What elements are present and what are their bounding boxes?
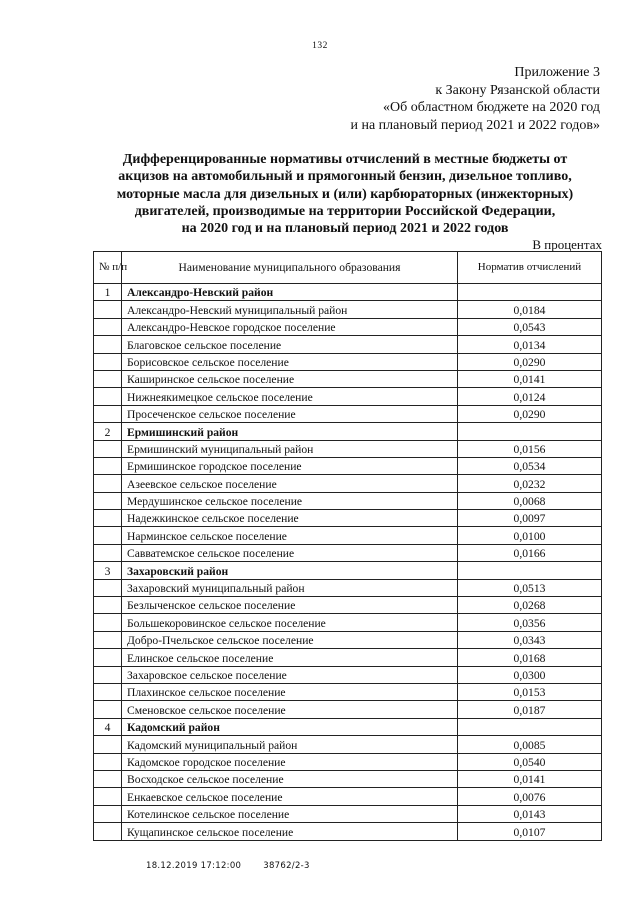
row-number [94,301,122,318]
row-number [94,475,122,492]
row-name: Большекоровинское сельское поселение [122,614,458,631]
table-row [94,788,602,805]
row-name: Александро-Невский район [122,284,458,301]
row-number [94,579,122,596]
row-name: Ермишинский район [122,423,458,440]
row-value [458,718,602,735]
row-value: 0,0187 [458,701,602,718]
row-value: 0,0166 [458,544,602,561]
row-name: Борисовское сельское поселение [122,353,458,370]
table-row [94,753,602,770]
footer-doc-id: 38762/2-3 [263,861,310,871]
row-number [94,631,122,648]
appendix-line: «Об областном бюджете на 2020 год [383,100,600,115]
row-number [94,370,122,387]
row-value: 0,0290 [458,405,602,422]
row-value: 0,0232 [458,475,602,492]
row-name: Кадомское городское поселение [122,753,458,770]
row-number [94,457,122,474]
row-number: 3 [94,562,122,579]
row-name: Ермишинское городское поселение [122,457,458,474]
row-value: 0,0107 [458,823,602,840]
table-row [94,649,602,666]
row-name: Захаровский район [122,562,458,579]
row-number [94,736,122,753]
row-number: 4 [94,718,122,735]
row-name: Захаровский муниципальный район [122,579,458,596]
document-title [90,151,600,237]
row-value: 0,0268 [458,597,602,614]
title-line: Дифференцированные нормативы отчислений в местные бюджеты от [122,152,568,167]
appendix-reference [350,64,600,134]
row-name: Александро-Невский муниципальный район [122,301,458,318]
title-line: двигателей, производимые на территории Российской Федерации, [134,203,556,219]
row-name: Мердушинское сельское поселение [122,492,458,509]
table-row [94,666,602,683]
row-value [458,423,602,440]
header-value: Норматив отчислений [458,252,602,284]
district-row [94,423,602,440]
row-value [458,284,602,301]
row-value: 0,0085 [458,736,602,753]
row-value: 0,0168 [458,649,602,666]
row-number [94,440,122,457]
row-value: 0,0300 [458,666,602,683]
row-name: Енкаевское сельское поселение [122,788,458,805]
table-row [94,614,602,631]
table-row [94,597,602,614]
row-value: 0,0097 [458,510,602,527]
table-row [94,805,602,822]
row-number [94,701,122,718]
row-value: 0,0100 [458,527,602,544]
table-row [94,336,602,353]
table-row [94,736,602,753]
row-number [94,683,122,700]
row-number: 1 [94,284,122,301]
district-row [94,284,602,301]
table-header-row [94,252,602,284]
row-name: Добро-Пчельское сельское поселение [122,631,458,648]
row-value: 0,0153 [458,683,602,700]
row-number [94,666,122,683]
row-name: Каширинское сельское поселение [122,370,458,387]
row-number [94,492,122,509]
row-name: Нижнеякимецкое сельское поселение [122,388,458,405]
header-num: № п/п [94,252,122,284]
table-row [94,527,602,544]
row-name: Кадомский район [122,718,458,735]
row-number [94,318,122,335]
row-name: Азеевское сельское поселение [122,475,458,492]
table-row [94,492,602,509]
table-row [94,701,602,718]
table-row [94,770,602,787]
row-name: Надежкинское сельское поселение [122,510,458,527]
row-number [94,336,122,353]
title-line: акцизов на автомобильный и прямогонный бензин, дизельное топливо, [118,169,572,185]
row-value: 0,0141 [458,370,602,387]
row-name: Кущапинское сельское поселение [122,823,458,840]
row-value: 0,0184 [458,301,602,318]
row-value: 0,0141 [458,770,602,787]
row-value: 0,0124 [458,388,602,405]
table-row [94,318,602,335]
appendix-line: Приложение 3 [514,65,600,80]
table-row [94,405,602,422]
row-name: Елинское сельское поселение [122,649,458,666]
row-name: Восходское сельское поселение [122,770,458,787]
row-value: 0,0513 [458,579,602,596]
table-row [94,370,602,387]
row-name: Ермишинский муниципальный район [122,440,458,457]
footer-stamp [146,861,310,871]
row-name: Котелинское сельское поселение [122,805,458,822]
row-value: 0,0543 [458,318,602,335]
row-number: 2 [94,423,122,440]
appendix-line: и на плановый период 2021 и 2022 годов» [350,117,600,133]
row-value: 0,0068 [458,492,602,509]
row-value: 0,0134 [458,336,602,353]
row-number [94,614,122,631]
row-name: Благовское сельское поселение [122,336,458,353]
row-number [94,805,122,822]
appendix-line: к Закону Рязанской области [435,82,600,98]
table-row [94,544,602,561]
table-row [94,683,602,700]
row-value: 0,0343 [458,631,602,648]
row-value: 0,0143 [458,805,602,822]
row-value: 0,0534 [458,457,602,474]
row-number [94,527,122,544]
table-row [94,475,602,492]
units-label: В процентах [532,237,602,252]
row-name: Захаровское сельское поселение [122,666,458,683]
row-number [94,405,122,422]
row-name: Просеченское сельское поселение [122,405,458,422]
row-name: Нарминское сельское поселение [122,527,458,544]
district-row [94,562,602,579]
title-line: на 2020 год и на плановый период 2021 и 2022 годов [181,221,509,237]
row-number [94,544,122,561]
row-number [94,649,122,666]
row-number [94,823,122,840]
header-name: Наименование муниципального образования [122,252,458,284]
row-name: Сменовское сельское поселение [122,701,458,718]
row-value: 0,0156 [458,440,602,457]
row-name: Плахинское сельское поселение [122,683,458,700]
row-name: Безлыченское сельское поселение [122,597,458,614]
row-value: 0,0540 [458,753,602,770]
row-value [458,562,602,579]
row-number [94,510,122,527]
row-value: 0,0290 [458,353,602,370]
row-value: 0,0076 [458,788,602,805]
row-name: Александро-Невское городское поселение [122,318,458,335]
table-row [94,631,602,648]
table-row [94,823,602,840]
row-name: Савватемское сельское поселение [122,544,458,561]
row-number [94,388,122,405]
row-number [94,788,122,805]
table-row [94,353,602,370]
table-row [94,457,602,474]
row-name: Кадомский муниципальный район [122,736,458,753]
district-row [94,718,602,735]
table-row [94,579,602,596]
title-line: моторные масла для дизельных и (или) карбюраторных (инжекторных) [116,186,574,202]
row-number [94,770,122,787]
page-number: 132 [312,41,328,51]
table-body [94,284,602,841]
row-number [94,597,122,614]
table-row [94,388,602,405]
norms-table [93,251,602,841]
table-row [94,440,602,457]
table-row [94,510,602,527]
footer-datetime: 18.12.2019 17:12:00 [146,861,242,871]
table-row [94,301,602,318]
row-value: 0,0356 [458,614,602,631]
row-number [94,753,122,770]
row-number [94,353,122,370]
